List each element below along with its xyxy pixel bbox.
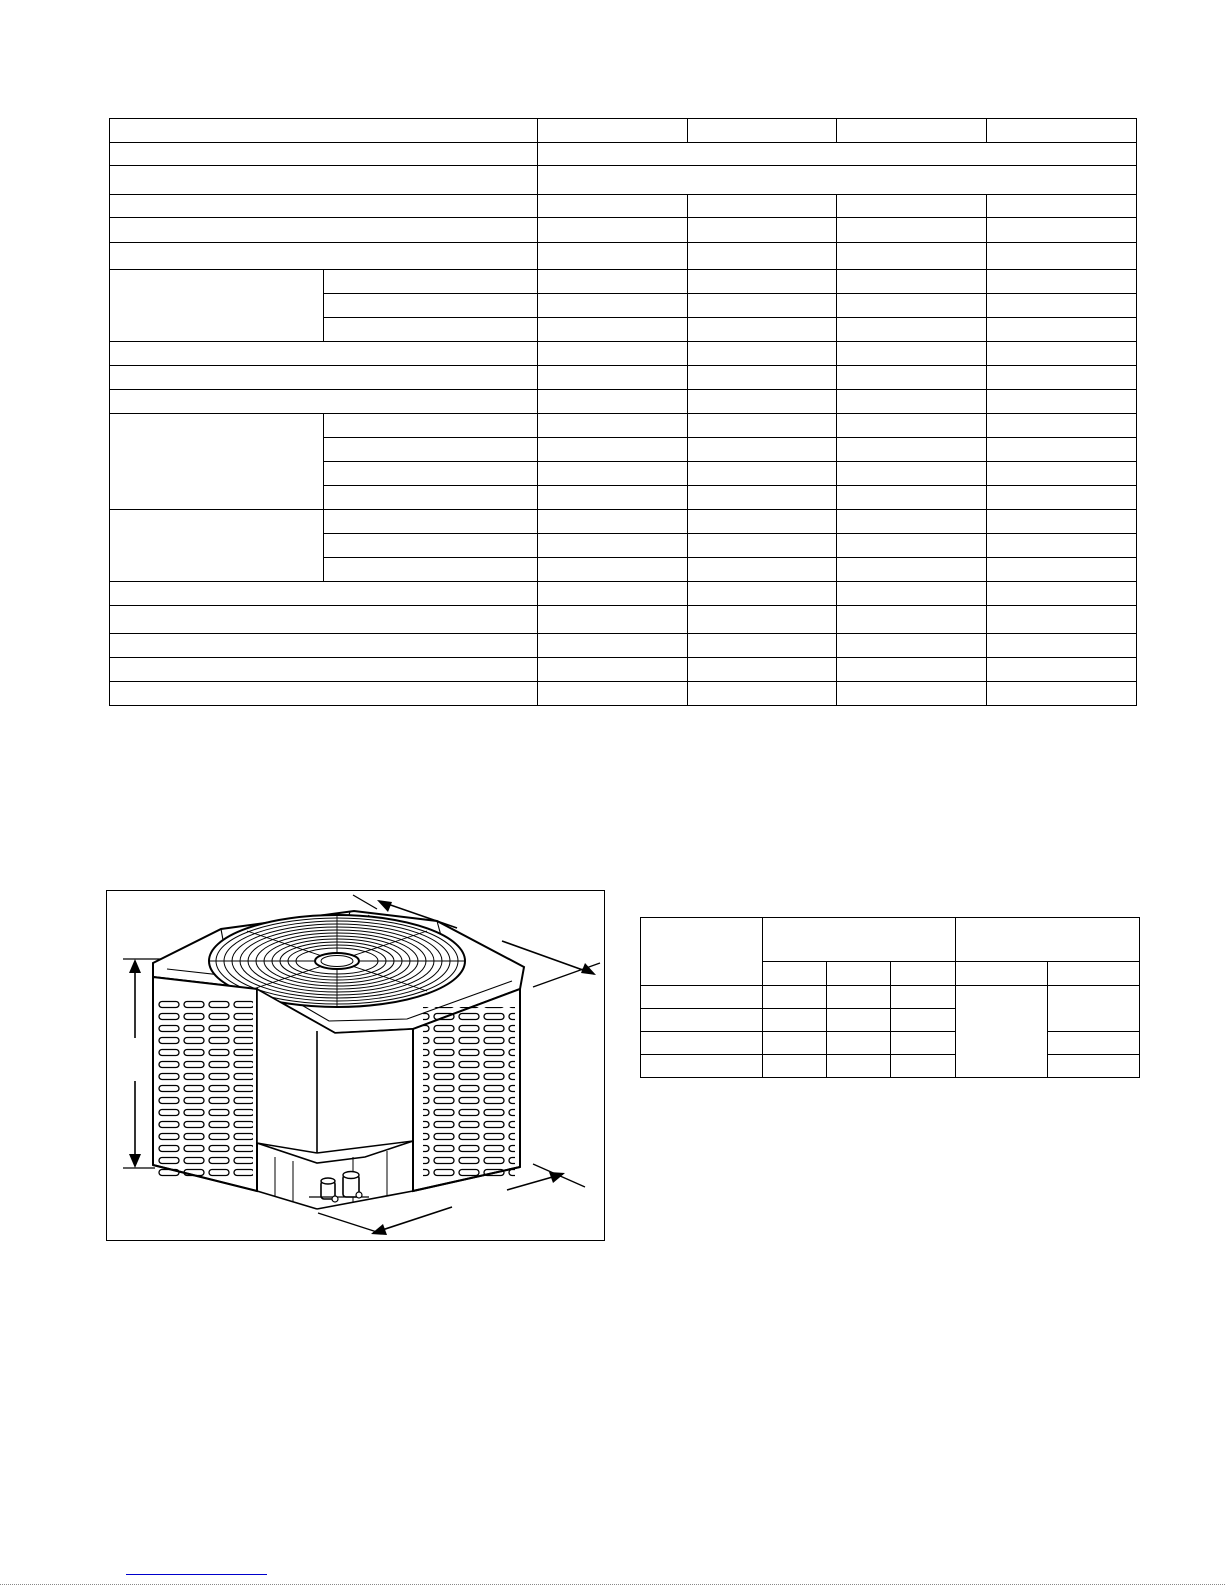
table-row [110, 218, 1137, 243]
table-row [110, 166, 1137, 195]
right-coil-panel [413, 989, 520, 1191]
table-row [110, 634, 1137, 658]
dimensions-table [640, 917, 1140, 1078]
table-row [110, 658, 1137, 682]
table-row [110, 119, 1137, 143]
table-row [110, 270, 1137, 294]
table-row [641, 986, 1140, 1009]
table-row [110, 582, 1137, 606]
table-row [641, 918, 1140, 962]
table-row [110, 195, 1137, 218]
table-row [110, 414, 1137, 438]
condenser-unit-drawing [107, 891, 605, 1241]
service-valve-icon [309, 1172, 369, 1203]
table-row [641, 1032, 1140, 1055]
unit-dimensions-figure [106, 890, 605, 1241]
footer-link-underline[interactable] [126, 1574, 267, 1575]
table-row [110, 682, 1137, 706]
table-row [110, 606, 1137, 634]
table-row [110, 510, 1137, 534]
table-row [110, 143, 1137, 166]
table-row [641, 1055, 1140, 1078]
table-row [110, 342, 1137, 366]
left-coil-panel [153, 977, 257, 1191]
specifications-table [109, 118, 1137, 706]
table-row [110, 243, 1137, 270]
table-row [110, 366, 1137, 390]
table-row [110, 390, 1137, 414]
